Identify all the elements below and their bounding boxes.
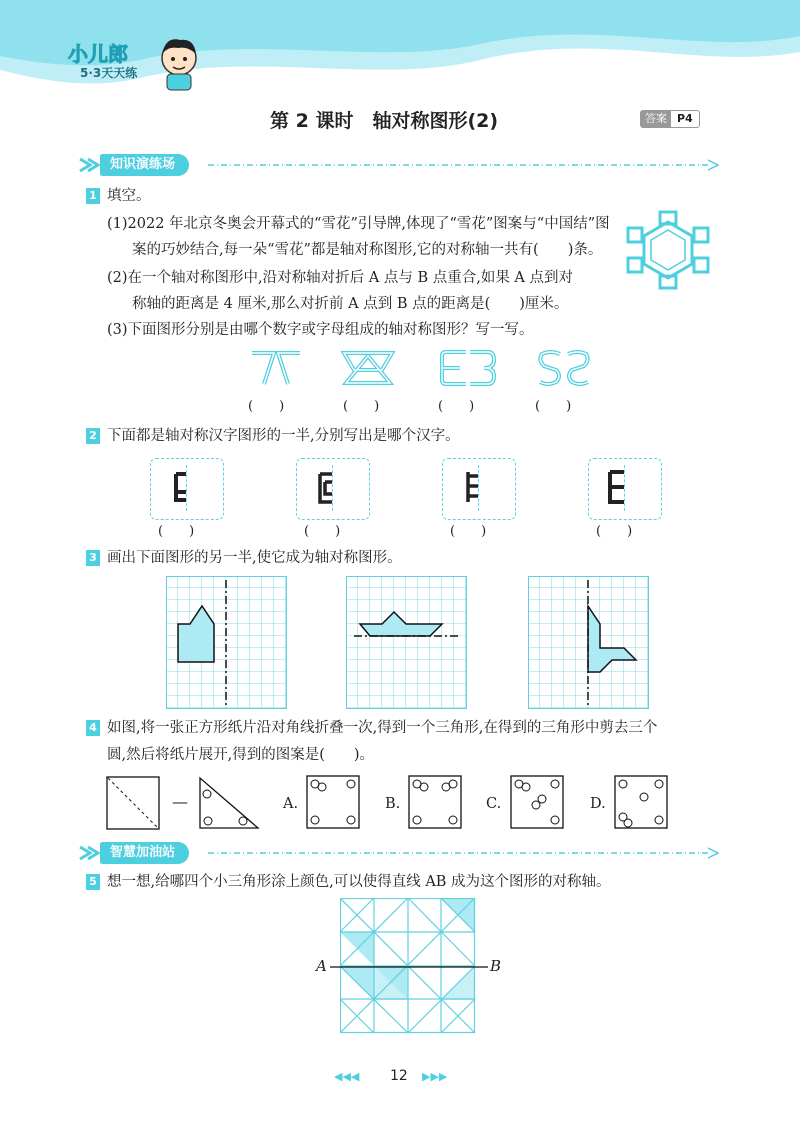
- q1-part1-line2: 案的巧妙结合,每一朵“雪花”都是轴对称图形,它的对称轴一共有( )条。: [132, 242, 603, 258]
- answer-blank[interactable]: ( ): [248, 399, 285, 414]
- brand-name: 小儿郎: [68, 42, 128, 66]
- brand-series: 5·3天天练: [80, 66, 138, 80]
- answer-page: P4: [677, 112, 693, 125]
- q3-stem: 画出下面图形的另一半,使它成为轴对称图形。: [107, 550, 402, 566]
- grid-drawing-area-3[interactable]: [528, 576, 654, 710]
- fold-arrow: —: [172, 792, 188, 811]
- option-b-label[interactable]: B.: [385, 796, 401, 812]
- grid-drawing-area-1[interactable]: [166, 576, 292, 710]
- half-character-glyph: [462, 468, 486, 506]
- half-character-glyph: [316, 470, 340, 506]
- q1-stem: 填空。: [107, 188, 151, 204]
- question-number: 1: [86, 188, 100, 204]
- axis-line-ab: [330, 960, 490, 974]
- half-character-glyph: [606, 468, 630, 506]
- answer-blank[interactable]: ( ): [158, 524, 195, 539]
- answer-label: 答案: [641, 111, 671, 127]
- answer-blank[interactable]: ( ): [343, 399, 380, 414]
- q4-stem-line1: 如图,将一张正方形纸片沿对角线折叠一次,得到一个三角形,在得到的三角形中剪去三个: [107, 720, 658, 736]
- section-dotted-line: [208, 846, 720, 860]
- symmetric-figure-ss: [536, 348, 592, 388]
- question-number: 5: [86, 874, 100, 890]
- footer-right-arrows: ▶▶▶: [422, 1070, 448, 1083]
- folding-square: [106, 776, 162, 830]
- option-a-label[interactable]: A.: [283, 796, 299, 812]
- snowflake-knot-icon: [622, 210, 714, 292]
- page-title: 第 2 课时 轴对称图形(2): [270, 110, 499, 132]
- q1-part1-line1: (1)2022 年北京冬奥会开幕式的“雪花”引导牌,体现了“雪花”图案与“中国结”图: [107, 216, 610, 232]
- q1-part2-line1: (2)在一个轴对称图形中,沿对称轴对折后 A 点与 B 点重合,如果 A 点到对: [107, 270, 574, 286]
- symmetric-figure-triangle: [340, 350, 396, 386]
- grid-drawing-area-2[interactable]: [346, 576, 472, 710]
- section-dotted-line: [208, 158, 720, 172]
- page-number: 12: [390, 1068, 408, 1084]
- answer-blank[interactable]: ( ): [438, 399, 475, 414]
- footer-left-arrows: ◀◀◀: [334, 1070, 360, 1083]
- option-d-figure[interactable]: [614, 775, 670, 831]
- q2-stem: 下面都是轴对称汉字图形的一半,分别写出是哪个汉字。: [107, 428, 460, 444]
- answer-blank[interactable]: ( ): [304, 524, 341, 539]
- q1-part2-line2: 称轴的距离是 4 厘米,那么对折前 A 点到 B 点的距离是( )厘米。: [132, 296, 569, 312]
- answer-ref: [640, 110, 700, 128]
- q5-stem: 想一想,给哪四个小三角形涂上颜色,可以使得直线 AB 成为这个图形的对称轴。: [107, 874, 611, 890]
- brand-logo: [60, 38, 210, 98]
- section-header-practice: [78, 154, 718, 176]
- option-c-label[interactable]: C.: [486, 796, 502, 812]
- q4-stem-line2: 圆,然后将纸片展开,得到的图案是( )。: [107, 747, 375, 763]
- section-label: 知识演练场: [100, 154, 189, 176]
- question-number: 4: [86, 720, 100, 736]
- question-number: 2: [86, 428, 100, 444]
- point-a-label: A: [316, 957, 327, 975]
- mascot-icon: [154, 34, 204, 92]
- answer-blank[interactable]: ( ): [535, 399, 572, 414]
- section-header-challenge: [78, 842, 718, 864]
- option-a-figure[interactable]: [306, 775, 362, 831]
- answer-blank[interactable]: ( ): [596, 524, 633, 539]
- q1-part3-line1: (3)下面图形分别是由哪个数字或字母组成的轴对称图形？写一写。: [107, 322, 534, 338]
- half-character-glyph: [172, 470, 194, 506]
- symmetric-figure-77: [250, 350, 302, 386]
- option-d-label[interactable]: D.: [590, 796, 606, 812]
- option-c-figure[interactable]: [510, 775, 566, 831]
- question-number: 3: [86, 550, 100, 566]
- option-b-figure[interactable]: [408, 775, 464, 831]
- answer-blank[interactable]: ( ): [450, 524, 487, 539]
- symmetric-figure-3e: [440, 348, 496, 388]
- section-label: 智慧加油站: [100, 842, 189, 864]
- folded-triangle: [198, 776, 262, 830]
- point-b-label: B: [490, 957, 502, 975]
